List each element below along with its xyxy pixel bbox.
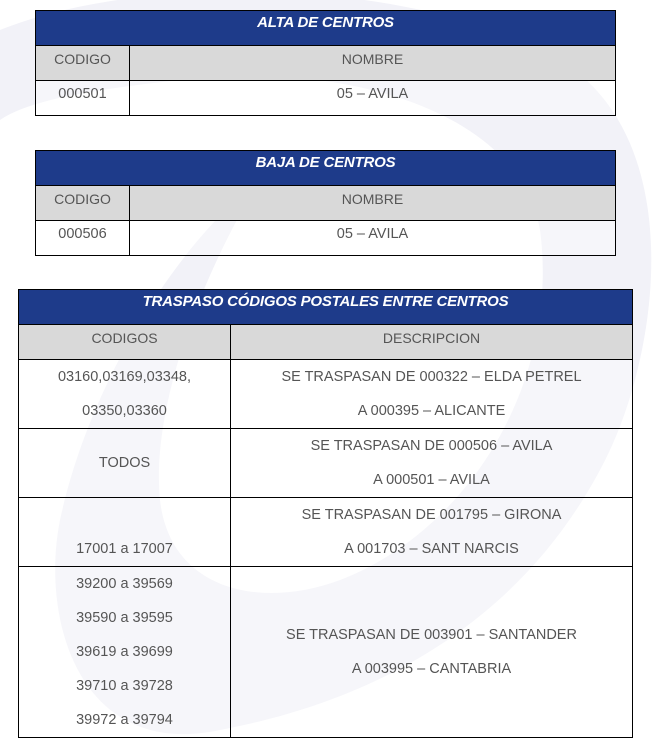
nombre-cell: 05 – AVILA — [130, 221, 616, 256]
table-title: ALTA DE CENTROS — [36, 11, 616, 46]
table-row — [36, 81, 616, 116]
table-row — [19, 567, 633, 738]
column-header-codigo: CODIGO — [36, 46, 130, 81]
table-row — [19, 429, 633, 498]
codigo-cell: 000501 — [36, 81, 130, 116]
codigos-line: 39200 a 39569 — [76, 576, 173, 592]
table-title: BAJA DE CENTROS — [36, 151, 616, 186]
column-header-codigos: CODIGOS — [19, 325, 231, 360]
codigos-line: 39619 a 39699 — [76, 644, 173, 660]
codigos-line: 17001 a 17007 — [76, 541, 173, 557]
table-row — [19, 360, 633, 429]
column-header-descripcion: DESCRIPCION — [231, 325, 633, 360]
traspaso-codigos-postales-table — [18, 289, 633, 738]
codigos-line: 03160,03169,03348, — [57, 369, 192, 385]
codigos-line: 39590 a 39595 — [76, 610, 173, 626]
codigos-line: TODOS — [98, 455, 151, 471]
table-title: TRASPASO CÓDIGOS POSTALES ENTRE CENTROS — [19, 290, 633, 325]
descripcion-line: A 000501 – AVILA — [373, 472, 490, 488]
descripcion-line: A 001703 – SANT NARCIS — [344, 541, 519, 557]
codigos-line: 39972 a 39794 — [76, 712, 173, 728]
descripcion-line: SE TRASPASAN DE 000506 – AVILA — [310, 438, 553, 454]
descripcion-line: A 000395 – ALICANTE — [357, 403, 506, 419]
descripcion-line: SE TRASPASAN DE 003901 – SANTANDER — [286, 627, 577, 643]
codigos-line: 39710 a 39728 — [76, 678, 173, 694]
codigo-cell: 000506 — [36, 221, 130, 256]
column-header-nombre: NOMBRE — [130, 46, 616, 81]
descripcion-line: A 003995 – CANTABRIA — [351, 661, 512, 677]
baja-de-centros-table — [35, 150, 616, 256]
nombre-cell: 05 – AVILA — [130, 81, 616, 116]
table-row — [19, 498, 633, 567]
table-row — [36, 221, 616, 256]
column-header-nombre: NOMBRE — [130, 186, 616, 221]
codigos-line: 03350,03360 — [82, 403, 167, 419]
descripcion-line: SE TRASPASAN DE 001795 – GIRONA — [301, 507, 562, 523]
alta-de-centros-table — [35, 10, 616, 116]
column-header-codigo: CODIGO — [36, 186, 130, 221]
descripcion-line: SE TRASPASAN DE 000322 – ELDA PETREL — [281, 369, 582, 385]
